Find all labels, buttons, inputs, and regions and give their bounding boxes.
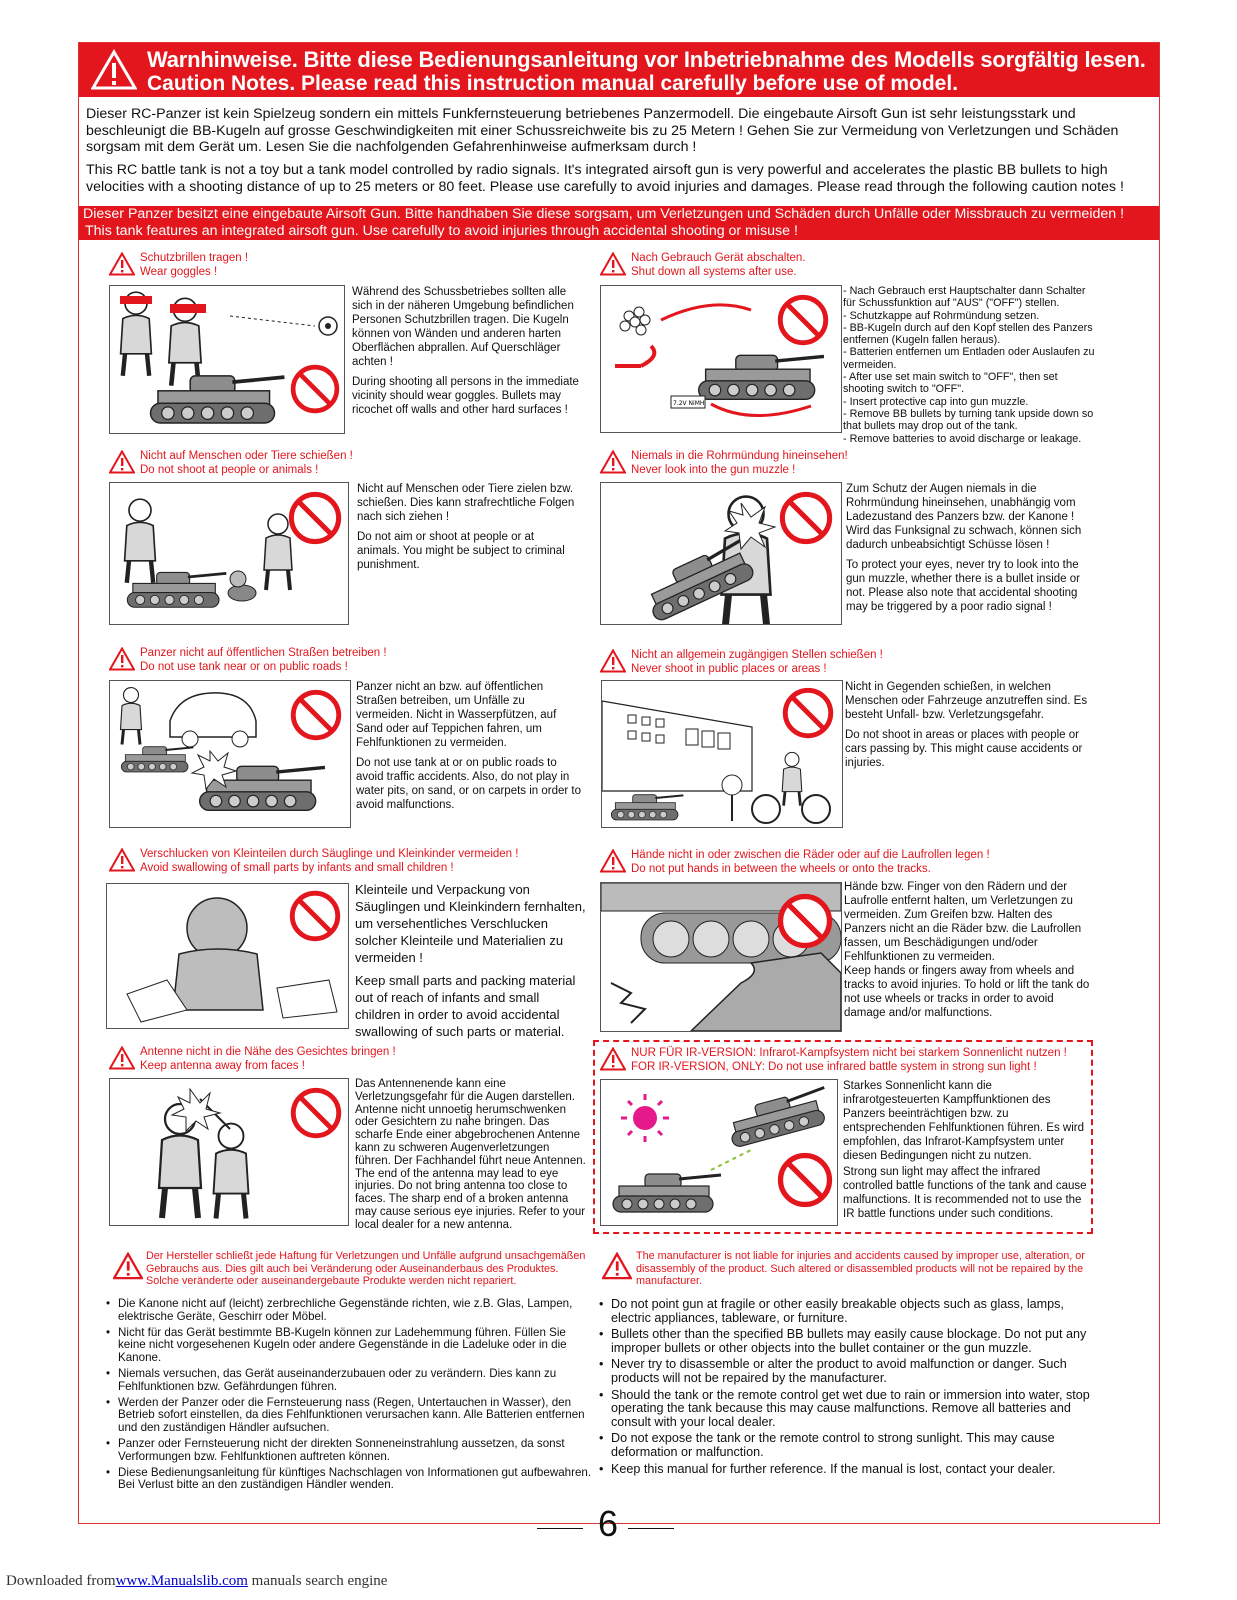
footer-prefix: Downloaded from (6, 1573, 116, 1589)
liability-warning-de-icon (113, 1252, 143, 1280)
list-item: • Nicht für das Gerät bestimmte BB-Kugeln können zur Ladehemmung führen. Füllen Sie keine nicht vorgesehenen Kugeln oder andere Gegenstände in die Ladeluke oder in die Kanone. (106, 1327, 594, 1365)
prohibited-icon (290, 689, 342, 741)
battery-label: 7.2V NiMH (673, 400, 705, 407)
section-text (356, 680, 581, 818)
warning-triangle-icon (600, 1047, 626, 1071)
section-text (352, 285, 580, 423)
footer-suffix: manuals search engine (247, 1573, 388, 1589)
header-title-en: Caution Notes. Please read this instruction manual carefully before use of model. (147, 72, 959, 95)
section-title-en: Keep antenna away from faces ! (140, 1060, 305, 1072)
warning-triangle-icon (91, 49, 137, 91)
section-text-en: Keep small parts and packing material out of reach of infants and small children in order to avoid accidental swallowing of such parts or material. (355, 973, 576, 1039)
warning-triangle-icon (109, 848, 135, 872)
section-title-en: Never look into the gun muzzle ! (631, 464, 796, 476)
prohibited-icon (288, 491, 342, 545)
liability-en: The manufacturer is not liable for injuries and accidents caused by improper use, alteration, or disassembly of the product. Such altered or disassembled products will not be repaired by the manufacturer. (636, 1250, 1085, 1288)
shutdown-item: - Remove batteries to avoid discharge or leakage. (843, 432, 1082, 445)
section-title-de: Nach Gebrauch Gerät abschalten. (631, 252, 806, 264)
section-title-de: Antenne nicht in die Nähe des Gesichtes bringen ! (140, 1046, 396, 1058)
section-text-de: Während des Schussbetriebes sollten alle sich in der näheren Umgebung befindlichen Personen Schutzbrillen tragen. Die Kugeln können von Wänden und anderen harten Oberflächen abprallen. Auf Querschläger achten ! (352, 286, 574, 368)
intro-text-en: This RC battle tank is not a toy but a tank model controlled by radio signals. It's integrated airsoft gun is very powerful and accelerates the plastic BB bullets to high velocities with a shooting distance of up to 25 meters or 80 feet. Please use carefully to avoid injuries and damages. Please read through the following caution notes ! (86, 162, 1124, 195)
section-text-en: Keep hands or fingers away from wheels and tracks to avoid injuries. To hold or lift the tank do not use wheels or tracks in order to avoid damage and/or malfunctions. (844, 965, 1090, 1019)
airsoft-warning-en: This tank features an integrated airsoft gun. Use carefully to avoid injuries through accidental shooting or misuse ! (85, 222, 798, 239)
list-item: • Do not expose the tank or the remote control to strong sunlight. This may cause deformation or malfunction. (599, 1432, 1091, 1459)
airsoft-warning-de: Dieser Panzer besitzt eine eingebaute Airsoft Gun. Bitte handhaben Sie diese sorgsam, um Verletzungen und Schäden durch Unfälle oder Missbrauch zu vermeiden ! (83, 206, 1125, 222)
prohibited-icon (777, 1152, 833, 1208)
warning-triangle-icon (109, 252, 135, 276)
section-text-en: Do not use tank at or on public roads to avoid traffic accidents. Also, do not play in water pits, on sand, or on carpets in order to avoid malfunctions. (356, 757, 582, 811)
prohibited-icon (779, 491, 833, 545)
section-title-de: Panzer nicht auf öffentlichen Straßen betreiben ! (140, 647, 387, 659)
list-item: • Niemals versuchen, das Gerät auseinanderzubauen oder zu verändern. Dies kann zu Fehlfunktionen bzw. Gefährdungen führen. (106, 1368, 594, 1394)
section-title-en: Wear goggles ! (140, 266, 218, 278)
section-text-de: Panzer nicht an bzw. auf öffentlichen Straßen betreiben, um Unfälle zu vermeiden. Nicht in Wasserpfützen, auf Sand oder auf Teppichen fahren, um Fehlfunktionen zu vermeiden. (356, 681, 557, 749)
list-item: • Werden der Panzer oder die Fernsteuerung nass (Regen, Untertauchen in Wasser), den Betrieb sofort einstellen, da dies Fehlfunktionen verursachen kann. Alle Batterien entfernen und den zuständigen Händler aufsuchen. (106, 1397, 594, 1435)
section-title-en: Do not put hands in between the wheels or onto the tracks. (631, 863, 931, 875)
prohibited-icon (782, 687, 834, 739)
section-title-de: Hände nicht in oder zwischen die Räder oder auf die Laufrollen legen ! (631, 849, 990, 861)
antenna-illustration (109, 1078, 349, 1226)
section-title-en: Avoid swallowing of small parts by infants and small children ! (140, 862, 454, 874)
warning-triangle-icon (600, 450, 626, 474)
bullets-de (106, 1298, 594, 1495)
list-item: • Should the tank or the remote control get wet due to rain or immersion into water, stop operating the tank because this may cause malfunctions. Remove all batteries and consult with your local dealer. (599, 1389, 1091, 1430)
section-title-en: Shut down all systems after use. (631, 266, 797, 278)
warning-triangle-icon (600, 649, 626, 673)
section-text (843, 1079, 1091, 1227)
warning-triangle-icon (109, 450, 135, 474)
warning-triangle-icon (109, 647, 135, 671)
section-text-en: To protect your eyes, never try to look into the gun muzzle, whether there is a bullet inside or not. Please also note that accidental shooting may be triggered by a poor radio signal ! (846, 559, 1080, 613)
section-text (357, 482, 577, 578)
download-footer (6, 1573, 387, 1590)
bullets-en (599, 1298, 1091, 1479)
warning-triangle-icon (600, 849, 626, 873)
liability-de: Der Hersteller schließt jede Haftung für Verletzungen und Unfälle aufgrund unsachgemäßen Gebrauchs aus. Dies gilt auch bei Veränderung oder Auseinanderbaus des Produktes. Solche veränderte oder auseinandergebaute Produkte werden nicht repariert. (146, 1250, 586, 1288)
public-places-illustration (601, 680, 843, 828)
section-text-de: Hände bzw. Finger von den Rädern und der Laufrolle entfernt halten, um Verletzungen zu vermeiden. Zum Greifen bzw. Halten des Panzers nicht an die Räder bzw. die Laufrollen fassen, um Beschädigungen und/oder Fehlfunktionen zu vermeiden. (844, 881, 1082, 963)
list-item: • Die Kanone nicht auf (leicht) zerbrechliche Gegenstände richten, wie z.B. Glas, Lampen, elektrische Geräte, Geschirr oder Möbel. (106, 1298, 594, 1324)
section-text-en: Do not aim or shoot at people or at animals. You might be subject to criminal punishment. (357, 531, 565, 571)
section-text-de: Starkes Sonnenlicht kann die infrarotgesteuerten Kampffunktionen des Panzers beeinträchtigen bzw. zu entsprechenden Fehlfunktionen führen. Es wird empfohlen, das Infrarot-Kampfsystem unter diesen Bedingungen nicht zu nutzen. (843, 1080, 1085, 1162)
section-title-de: Nicht an allgemein zugängigen Stellen schießen ! (631, 649, 883, 661)
prohibited-icon (290, 1087, 342, 1139)
section-text-en: Do not shoot in areas or places with people or cars passing by. This might cause accidents or injuries. (845, 729, 1083, 769)
section-text-de: Kleinteile und Verpackung von Säuglingen und Kleinkindern fernhalten, um versehentliches Verschlucken solcher Kleinteile und Materialien zu vermeiden ! (355, 882, 586, 965)
section-text (355, 881, 587, 1046)
section-title-en: Never shoot in public places or areas ! (631, 663, 827, 675)
page-number-rule-right (628, 1528, 674, 1529)
section-text (845, 680, 1095, 776)
list-item: • Diese Bedienungsanleitung für künftiges Nachschlagen von Informationen gut aufbewahren. Bei Verlust bitte an den zuständigen Händler wenden. (106, 1467, 594, 1493)
warning-triangle-icon (109, 1046, 135, 1070)
warning-header (79, 43, 1159, 97)
shutdown-item: - Insert protective cap into gun muzzle. (843, 395, 1029, 408)
shutdown-list (843, 285, 1099, 445)
muzzle-illustration (600, 482, 842, 625)
intro-text-de: Dieser RC-Panzer ist kein Spielzeug sondern ein mittels Funkfernsteuerung betriebenes Panzermodell. Die eingebaute Airsoft Gun ist sehr leistungsstark und beschleunigt die BB-Kugeln auf grosse Geschwindigkeiten mit einer Schussreichweite bis zu 25 Metern ! Gehen Sie zur Vermeidung von Verletzungen und Schäden sorgsam mit dem Gerät um. Lesen Sie die nachfolgenden Gefahrenhinweise aufmerksam durch ! (86, 106, 1119, 155)
shutdown-item: - Schutzkappe auf Rohrmündung setzen. (843, 309, 1040, 322)
manualslib-link[interactable]: www.Manualslib.com (115, 1573, 248, 1589)
shutdown-item: - After use set main switch to "OFF", then set shooting switch to "OFF". (843, 371, 1058, 396)
prohibited-icon (777, 893, 833, 949)
section-title-de: Schutzbrillen tragen ! (140, 252, 249, 264)
no-people-illustration (109, 482, 349, 625)
list-item: • Never try to disassemble or alter the product to avoid malfunction or danger. Such products will not be repaired by the manufacturer. (599, 1358, 1091, 1385)
section-text-en: During shooting all persons in the immediate vicinity should wear goggles. Bullets may ricochet off walls and other hard surfaces ! (352, 376, 579, 416)
prohibited-icon (777, 294, 829, 346)
section-text-en: The end of the antenna may lead to eye injuries. Do not bring antenna too close to faces. The sharp end of a broken antenna may cause serious eye injuries. Refer to your local dealer for a new antenna. (355, 1167, 586, 1231)
list-item: • Panzer oder Fernsteuerung nicht der direkten Sonneneinstrahlung aussetzen, da sonst Verformungen bzw. Fehlfunktionen auftreten können. (106, 1438, 594, 1464)
section-text-de: Nicht auf Menschen oder Tiere zielen bzw. schießen. Dies kann strafrechtliche Folgen nach sich ziehen ! (357, 483, 575, 523)
section-title-de: Niemals in die Rohrmündung hineinsehen! (631, 450, 848, 462)
ir-version-illustration (600, 1079, 838, 1226)
small-parts-illustration (106, 883, 349, 1029)
hands-illustration (600, 882, 842, 1032)
airsoft-warning-bar (79, 206, 1159, 240)
section-title-de: NUR FÜR IR-VERSION: Infrarot-Kampfsystem nicht bei starkem Sonnenlicht nutzen ! (631, 1047, 1067, 1059)
section-title-en: Do not shoot at people or animals ! (140, 464, 319, 476)
section-text-de: Nicht in Gegenden schießen, in welchen Menschen oder Fahrzeuge anzutreffen sind. Es besteht Unfall- bzw. Verletzungsgefahr. (845, 681, 1088, 721)
page-number-rule-left (537, 1528, 583, 1529)
goggles-illustration (109, 285, 345, 434)
shutdown-item: - BB-Kugeln durch auf den Kopf stellen des Panzers entfernen (Kugeln fallen heraus). (843, 321, 1093, 347)
section-title-en: FOR IR-VERSION, ONLY: Do not use infrared battle system in strong sun light ! (631, 1061, 1037, 1073)
section-title-de: Nicht auf Menschen oder Tiere schießen ! (140, 450, 353, 462)
section-text-de: Das Antennenende kann eine Verletzungsgefahr für die Augen darstellen. Antenne nicht unnoetig herumschwenken oder Gesichtern zu nahe bringen. Das scharfe Ende einer abgebrochenen Antenne kann zu schweren Augenverletzungen führen. Der Fachhandel führt neue Antennen. (355, 1078, 586, 1167)
section-text (844, 880, 1096, 1026)
prohibited-icon (289, 890, 341, 942)
shutdown-item: - Batterien entfernen um Entladen oder Auslaufen zu vermeiden. (843, 346, 1095, 371)
liability-warning-en-icon (602, 1252, 632, 1280)
list-item: • Keep this manual for further reference. If the manual is lost, contact your dealer. (599, 1463, 1091, 1477)
shutdown-item: - Remove BB bullets by turning tank upside down so that bullets may drop out of the tank. (843, 407, 1094, 433)
section-title-de: Verschlucken von Kleinteilen durch Säuglinge und Kleinkinder vermeiden ! (140, 848, 519, 860)
public-roads-illustration (109, 680, 351, 828)
shutdown-item: - Nach Gebrauch erst Hauptschalter dann Schalter für Schussfunktion auf "AUS" ("OFF") stellen. (843, 285, 1086, 310)
section-text (846, 482, 1094, 620)
list-item: • Do not point gun at fragile or other easily breakable objects such as glass, lamps, electric appliances, tableware, or furniture. (599, 1298, 1091, 1325)
section-text-en: Strong sun light may affect the infrared controlled battle functions of the tank and cause malfunctions. It is recommended not to use the IR battle functions under such conditions. (843, 1166, 1087, 1220)
section-text-de: Zum Schutz der Augen niemals in die Rohrmündung hineinsehen, unabhängig vom Ladezustand des Panzers bzw. der Kanone ! Wird das Funksignal zu schwach, können sich dadurch unbeabsichtigt Schüsse lösen ! (846, 483, 1082, 551)
prohibited-icon (290, 364, 340, 414)
shutdown-illustration (600, 285, 842, 433)
list-item: • Bullets other than the specified BB bullets may easily cause blockage. Do not put any improper bullets or other objects into the bullet container or the gun muzzle. (599, 1328, 1091, 1355)
section-text (355, 1078, 587, 1232)
page-number: 6 (598, 1503, 619, 1544)
section-title-en: Do not use tank near or on public roads ! (140, 661, 348, 673)
header-title-de: Warnhinweise. Bitte diese Bedienungsanleitung vor Inbetriebnahme des Modells sorgfältig lesen. (147, 47, 1146, 72)
warning-triangle-icon (600, 252, 626, 276)
